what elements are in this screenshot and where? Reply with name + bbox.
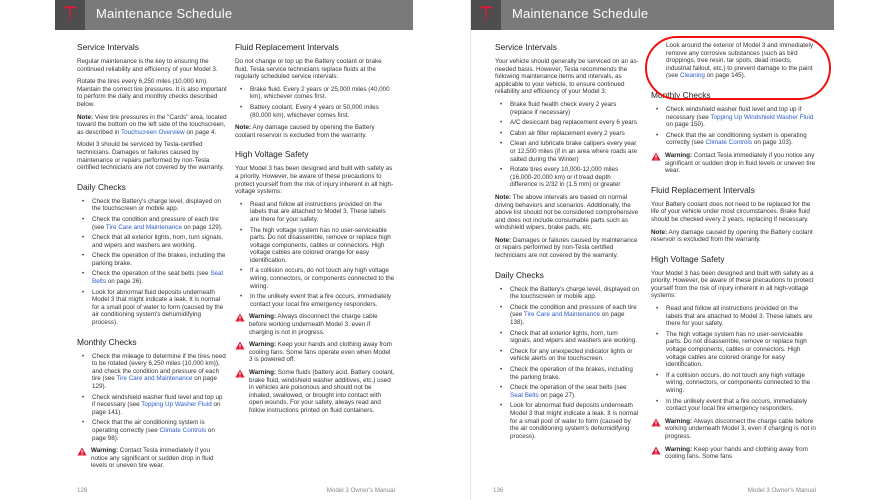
list-item: • The high voltage system has no user-serviceable parts. Do not disassemble, remove or replace high voltage components, cables or connectors. High voltage cables are colored orange for easy identification. xyxy=(235,227,395,265)
list-item: • Check the operation of the brakes, including the parking brake. xyxy=(77,252,227,267)
note: Note: Damages or failures caused by maintenance or repairs performed by non-Tesla certified technicians are not covered by the warranty. xyxy=(495,236,638,260)
list-item: • Brake fluid health check every 2 years (replace if necessary) xyxy=(495,101,640,116)
list-item: • Check that all exterior lights, horn, turn signals, and wipers and washers are working. xyxy=(495,330,640,345)
hv-list xyxy=(651,305,816,413)
left-page xyxy=(55,0,413,500)
manual-title: Model 3 Owner's Manual xyxy=(326,487,395,494)
link-seat-belts[interactable]: Seat Belts xyxy=(510,391,539,399)
paragraph: Your Model 3 has been designed and built with safety as a priority. However, be aware of these precautions to protect yourself from the risk of injury inherent in all high-voltage systems: xyxy=(235,165,394,196)
warning-icon xyxy=(651,446,661,455)
section-title-daily-checks: Daily Checks xyxy=(77,181,126,192)
list-item: • Read and follow all instructions provided on the labels that are attached to Model 3. These labels are there for your safety. xyxy=(235,201,395,224)
warning-block: Warning: Contact Tesla immediately if you notice any significant or sudden drop in fluid levels or uneven tire wear. xyxy=(77,447,227,470)
list-item: • Check windshield washer fluid level and top up if necessary (see Topping Up Washer Fluid on page 141). xyxy=(77,394,227,417)
page-footer xyxy=(471,487,834,497)
list-item: • Check the condition and pressure of each tire (see Tire Care and Maintenance on page 138). xyxy=(495,304,640,327)
list-item: • Cabin air filter replacement every 2 years xyxy=(495,130,640,138)
right-page xyxy=(470,0,834,500)
list-item: • In the unlikely event that a fire occurs, immediately contact your local fire emergency responders. xyxy=(651,398,816,413)
service-list xyxy=(495,101,640,189)
link-tire-care[interactable]: Tire Care and Maintenance xyxy=(523,311,600,319)
note: Note: The above intervals are based on normal driving behaviors and scenarios. Additionally, the above list should not be considered comprehensive and does not include consumable parts such as windshield wipers, brake pads, etc. xyxy=(495,193,639,232)
section-title-fluid-replacement: Fluid Replacement Intervals xyxy=(651,184,755,195)
paragraph: Your Battery coolant does not need to be replaced for the life of your vehicle under most circumstances. Brake fluid should be checked every 2 years, replacing if necessary. xyxy=(651,200,811,223)
tesla-logo-icon xyxy=(479,6,493,24)
warning-icon xyxy=(77,447,87,456)
right-column-1 xyxy=(495,42,640,445)
page-footer xyxy=(55,487,413,497)
section-title-high-voltage: High Voltage Safety xyxy=(235,149,309,160)
left-column-2 xyxy=(235,42,395,420)
list-item: • Brake fluid. Every 2 years or 25,000 miles (40,000 km), whichever comes first. xyxy=(235,86,395,101)
list-item: • Look around the exterior of Model 3 and immediately remove any corrosive substances (such as bird droppings, tree resin, tar spots, dead insects, industrial fallout, etc.) to prevent damage to the paint (see Cleaning on page 145). xyxy=(651,42,816,80)
list-item: • Check that all exterior lights, horn, turn signals, and wipers and washers are working. xyxy=(77,234,227,249)
highlight-circle xyxy=(645,36,831,100)
paragraph: Model 3 should be serviced by Tesla-certified technicians. Damages or failures caused by maintenance or repairs performed by non-Tesla certified technicians are not covered by the warranty. xyxy=(77,141,224,172)
tesla-logo-icon xyxy=(63,6,77,24)
section-title-fluid-replacement: Fluid Replacement Intervals xyxy=(235,42,339,52)
note: Note: Any damage caused by opening the Battery coolant reservoir is excluded from the warranty. xyxy=(235,124,375,139)
list-item: • Check the operation of the brakes, including the parking brake. xyxy=(495,366,640,381)
paragraph: Your Model 3 has been designed and built with safety as a priority. However, be aware of these precautions to protect yourself from the risk of injury inherent in all high-voltage systems: xyxy=(651,269,814,300)
link-touchscreen-overview[interactable]: Touchscreen Overview xyxy=(121,128,185,136)
section-title-service-intervals: Service Intervals xyxy=(495,42,557,52)
hv-list xyxy=(235,201,395,309)
list-item: • Check for any unexpected indicator lights or vehicle alerts on the touchscreen. xyxy=(495,348,640,363)
link-climate-controls[interactable]: Climate Controls xyxy=(705,139,753,147)
list-item: • Look for abnormal fluid deposits underneath Model 3 that might indicate a leak. It is normal for a small pool of water to form (caused by the air conditioning system's dehumidifying process). xyxy=(495,402,640,440)
paragraph: Your vehicle should generally be serviced on an as-needed basis. However, Tesla recommends the following maintenance items and intervals, as applicable to your vehicle, to ensure continued reliability and efficiency of your Model 3: xyxy=(495,58,639,96)
link-seat-belts[interactable]: Seat Belts xyxy=(92,270,224,286)
header-title: Maintenance Schedule xyxy=(96,6,233,21)
list-item: • If a collision occurs, do not touch any high voltage wiring, connectors, or components connected to the wiring. xyxy=(651,372,816,395)
right-column-2 xyxy=(651,42,816,466)
paragraph: Do not change or top up the Battery coolant or brake fluid. Tesla service technicians replace fluids at the regularly scheduled service intervals: xyxy=(235,58,382,81)
page-header xyxy=(55,0,413,30)
list-item: • If a collision occurs, do not touch any high voltage wiring, connectors, or components connected to the wiring. xyxy=(235,267,395,290)
list-item: • Read and follow all instructions provided on the labels that are attached to Model 3. These labels are there for your safety. xyxy=(651,305,816,328)
warning-block: Warning: Keep your hands and clothing away from cooling fans. Some fans operate even when Model 3 is powered off. xyxy=(235,341,395,364)
monthly-checks-list xyxy=(77,353,227,443)
list-item: • In the unlikely event that a fire occurs, immediately contact your local fire emergency responders. xyxy=(235,293,395,308)
warning-block: Warning: Always disconnect the charge cable before working underneath Model 3, even if charging is not in progress. xyxy=(235,313,395,336)
daily-checks-list xyxy=(495,286,640,441)
list-item: • Battery coolant. Every 4 years or 50,000 miles (80,000 km), whichever comes first. xyxy=(235,104,395,119)
link-washer-fluid[interactable]: Topping Up Windshield Washer Fluid xyxy=(710,113,814,121)
warning-block: Warning: Keep your hands and clothing away from cooling fans. Some fans xyxy=(651,446,816,461)
warning-icon xyxy=(235,369,245,378)
list-item: • A/C desiccant bag replacement every 6 years xyxy=(495,119,640,127)
warning-block: Warning: Some fluids (battery acid, Battery coolant, brake fluid, windshield washer additives, etc.) used in vehicles are poisonous and should not be inhaled, swallowed, or brought into contact with open wounds. For your safety, always read and follow instructions printed on fluid containers. xyxy=(235,369,395,415)
left-column-1 xyxy=(77,42,227,475)
link-tire-care[interactable]: Tire Care and Maintenance xyxy=(105,223,182,231)
page-number: 128 xyxy=(77,487,88,494)
paragraph: Rotate the tires every 6,250 miles (10,000 km). Maintain the correct tire pressures. It is also important to perform the daily and monthly checks described below. xyxy=(77,78,227,108)
list-item: • The high voltage system has no user-serviceable parts. Do not disassemble, remove or replace high voltage components, cables or connectors. High voltage cables are colored orange for easy identification. xyxy=(651,331,816,369)
fluid-list xyxy=(235,86,395,119)
list-item: • Look for abnormal fluid deposits underneath Model 3 that might indicate a leak. It is normal for a small pool of water to form (caused by the air conditioning system's dehumidifying process). xyxy=(77,289,227,327)
link-tire-care[interactable]: Tire Care and Maintenance xyxy=(116,375,193,383)
manual-title: Model 3 Owner's Manual xyxy=(747,487,816,494)
list-item: • Check that the air conditioning system is operating correctly (see Climate Controls on page 98). xyxy=(77,419,227,442)
section-title-service-intervals: Service Intervals xyxy=(77,42,139,52)
tesla-logo xyxy=(55,0,85,30)
warning-icon xyxy=(235,341,245,350)
note: Note: View tire pressures in the "Cards" area, located toward the bottom on the left side of the touchscreen, as described in Touchscreen Overview on page 4. xyxy=(77,113,227,136)
section-title-daily-checks: Daily Checks xyxy=(495,269,544,280)
link-washer-fluid[interactable]: Topping Up Washer Fluid xyxy=(141,401,212,409)
warning-icon xyxy=(651,152,661,161)
list-item: • Check the condition and pressure of each tire (see Tire Care and Maintenance on page 129). xyxy=(77,216,227,231)
page-number: 136 xyxy=(493,487,504,494)
header-title: Maintenance Schedule xyxy=(512,6,649,21)
daily-checks-list xyxy=(77,198,227,327)
page-header xyxy=(471,0,834,30)
list-item: • Rotate tires every 10,000-12,000 miles (16,000-20,000 km) or if tread depth difference is 2/32 in (1.5 mm) or greater xyxy=(495,166,640,189)
list-item: • Check the mileage to determine if the tires need to be rotated (every 6,250 miles (10,000 km)), and check the condition and pressure of each tire (see Tire Care and Maintenance on page 129). xyxy=(77,353,227,391)
list-item: • Check the Battery's charge level, displayed on the touchscreen or mobile app. xyxy=(495,286,640,301)
list-item: • Check the Battery's charge level, displayed on the touchscreen or mobile app. xyxy=(77,198,227,213)
list-item: • Check the operation of the seat belts (see Seat Belts on page 27). xyxy=(495,384,640,399)
list-item: • Check that the air conditioning system is operating correctly (see Climate Controls on page 103). xyxy=(651,132,816,147)
list-item: • Check the operation of the seat belts (see Seat Belts on page 26). xyxy=(77,270,227,285)
section-title-high-voltage: High Voltage Safety xyxy=(651,253,725,264)
warning-icon xyxy=(235,313,245,322)
tesla-logo xyxy=(471,0,501,30)
monthly-checks-list xyxy=(651,106,816,147)
warning-block: Warning: Always disconnect the charge cable before working underneath Model 3, even if charging is not in progress. xyxy=(651,418,816,441)
warning-icon xyxy=(651,418,661,427)
section-title-monthly-checks: Monthly Checks xyxy=(77,336,137,347)
warning-block: Warning: Contact Tesla immediately if you notice any significant or sudden drop in fluid levels or uneven tire wear. xyxy=(651,152,816,175)
section-title-monthly-checks: Monthly Checks xyxy=(651,89,711,100)
link-cleaning[interactable]: Cleaning xyxy=(680,72,705,80)
link-climate-controls[interactable]: Climate Controls xyxy=(159,426,207,434)
list-item: • Clean and lubricate brake calipers every year or 12,500 miles (if in an area where roads are salted during the Winter) xyxy=(495,140,640,163)
note: Note: Any damage caused by opening the Battery coolant reservoir is excluded from the warranty. xyxy=(651,228,813,244)
paragraph: Regular maintenance is the key to ensuring the continued reliability and efficiency of your Model 3. xyxy=(77,58,218,73)
list-item: • Check windshield washer fluid level and top up if necessary (see Topping Up Windshield Washer Fluid on page 150). xyxy=(651,106,816,129)
